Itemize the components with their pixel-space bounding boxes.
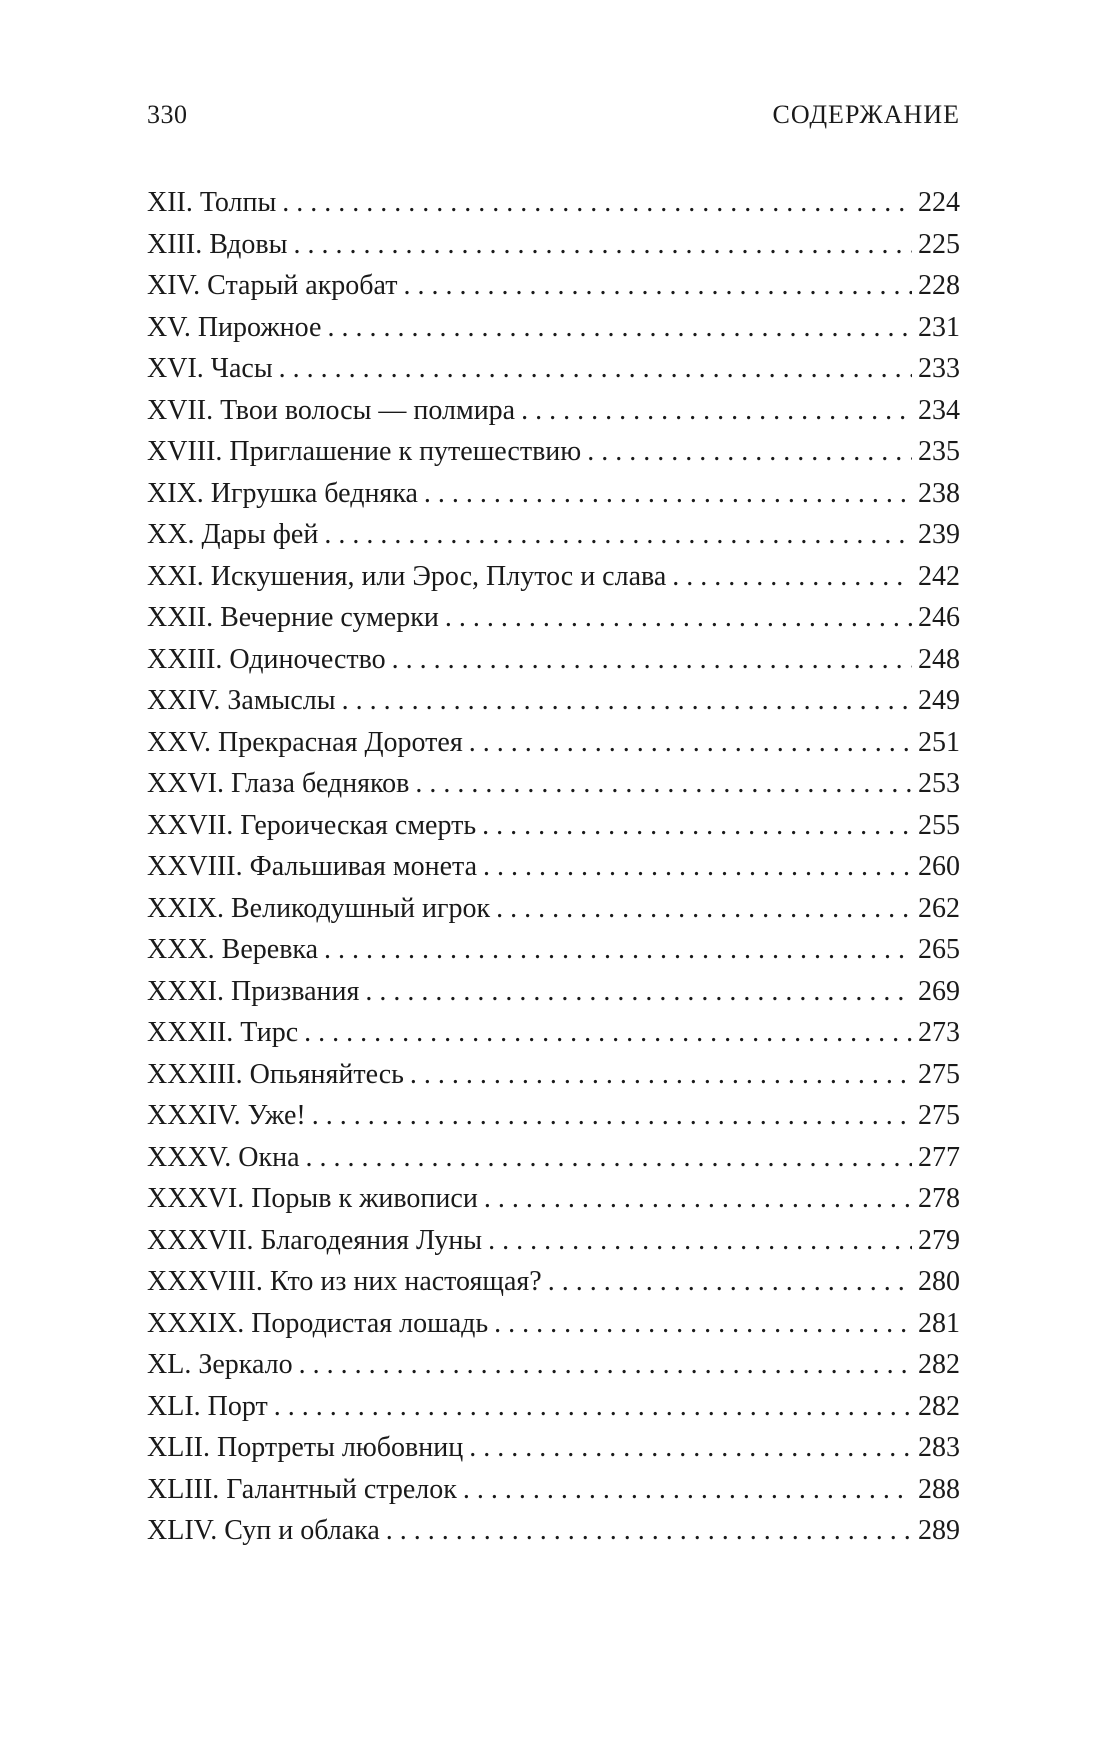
toc-entry-title: XXI. Искушения, или Эрос, Плутос и слава xyxy=(147,560,667,592)
toc-entry-title: XXXIII. Опьяняйтесь xyxy=(147,1058,404,1090)
toc-entry-title: XLIII. Галантный стрелок xyxy=(147,1473,457,1505)
toc-entry xyxy=(147,722,960,764)
toc-entry-title: XXXVIII. Кто из них настоящая? xyxy=(147,1266,542,1297)
toc-entry xyxy=(147,1137,960,1179)
toc-entry-page: 249 xyxy=(918,685,960,716)
table-of-contents xyxy=(147,182,960,1552)
toc-entry-title: XVI. Часы xyxy=(147,353,273,384)
toc-entry xyxy=(147,390,960,432)
toc-entry xyxy=(147,763,960,805)
toc-entry-title: XXX. Веревка xyxy=(147,934,319,965)
toc-entry-page: 224 xyxy=(918,187,960,218)
toc-entry-title: XIV. Старый акробат xyxy=(147,270,398,301)
dot-leader xyxy=(469,722,912,764)
toc-entry-page: 265 xyxy=(918,934,960,965)
toc-entry xyxy=(147,1344,960,1386)
toc-entry xyxy=(147,307,960,349)
dot-leader xyxy=(445,597,912,639)
dot-leader xyxy=(274,1386,912,1428)
toc-entry xyxy=(147,1178,960,1220)
toc-entry-page: 255 xyxy=(918,809,960,841)
toc-entry xyxy=(147,597,960,639)
dot-leader xyxy=(672,556,912,598)
dot-leader xyxy=(496,888,912,930)
dot-leader xyxy=(342,680,912,722)
toc-entry-title: XXXVI. Порыв к живописи xyxy=(147,1183,478,1214)
toc-entry xyxy=(147,182,960,224)
toc-entry-page: 262 xyxy=(918,892,960,924)
toc-entry-page: 289 xyxy=(918,1515,960,1546)
toc-entry-page: 228 xyxy=(918,270,960,301)
toc-entry-page: 275 xyxy=(918,1058,960,1090)
toc-entry xyxy=(147,514,960,556)
dot-leader xyxy=(484,1178,912,1220)
dot-leader xyxy=(494,1303,912,1345)
toc-entry-page: 260 xyxy=(918,851,960,882)
toc-entry xyxy=(147,431,960,473)
page-number: 330 xyxy=(147,100,188,129)
dot-leader xyxy=(587,431,912,473)
toc-entry-page: 234 xyxy=(918,394,960,426)
toc-entry-page: 231 xyxy=(918,311,960,343)
dot-leader xyxy=(483,846,912,888)
toc-entry-page: 288 xyxy=(918,1473,960,1505)
toc-entry-page: 246 xyxy=(918,602,960,633)
toc-entry xyxy=(147,1220,960,1262)
dot-leader xyxy=(279,348,912,390)
toc-entry xyxy=(147,888,960,930)
toc-entry-title: XXXI. Призвания xyxy=(147,975,360,1007)
toc-entry-title: XL. Зеркало xyxy=(147,1349,293,1380)
toc-entry xyxy=(147,1386,960,1428)
toc-entry-page: 277 xyxy=(918,1141,960,1173)
toc-entry-page: 278 xyxy=(918,1183,960,1214)
toc-entry xyxy=(147,639,960,681)
toc-entry xyxy=(147,1054,960,1096)
toc-entry-page: 269 xyxy=(918,975,960,1007)
toc-entry-page: 275 xyxy=(918,1100,960,1131)
dot-leader xyxy=(365,971,912,1013)
dot-leader xyxy=(312,1095,912,1137)
toc-entry-page: 282 xyxy=(918,1349,960,1380)
dot-leader xyxy=(521,390,912,432)
toc-entry-title: XLI. Порт xyxy=(147,1390,268,1422)
toc-entry-title: XVIII. Приглашение к путешествию xyxy=(147,436,582,467)
toc-entry-title: XII. Толпы xyxy=(147,187,277,218)
toc-entry-page: 283 xyxy=(918,1432,960,1463)
toc-entry xyxy=(147,1427,960,1469)
toc-entry-page: 282 xyxy=(918,1390,960,1422)
toc-entry-title: XXXII. Тирс xyxy=(147,1017,299,1048)
toc-entry-title: XXVII. Героическая смерть xyxy=(147,809,477,841)
toc-entry xyxy=(147,846,960,888)
toc-entry xyxy=(147,1303,960,1345)
dot-leader xyxy=(410,1054,912,1096)
toc-entry xyxy=(147,473,960,515)
toc-entry-page: 279 xyxy=(918,1224,960,1256)
toc-entry-title: XXVIII. Фальшивая монета xyxy=(147,851,478,882)
dot-leader xyxy=(293,224,912,266)
toc-entry-title: XXXV. Окна xyxy=(147,1141,300,1173)
toc-entry-page: 225 xyxy=(918,228,960,260)
toc-entry-page: 251 xyxy=(918,726,960,758)
toc-entry xyxy=(147,556,960,598)
dot-leader xyxy=(463,1469,912,1511)
dot-leader xyxy=(548,1261,912,1303)
toc-entry-page: 248 xyxy=(918,643,960,675)
toc-entry-title: XIII. Вдовы xyxy=(147,228,288,260)
toc-entry xyxy=(147,1095,960,1137)
toc-entry xyxy=(147,805,960,847)
dot-leader xyxy=(306,1137,912,1179)
toc-entry xyxy=(147,1012,960,1054)
toc-entry-page: 238 xyxy=(918,477,960,509)
toc-entry-title: XXXVII. Благодеяния Луны xyxy=(147,1224,483,1256)
toc-entry xyxy=(147,1510,960,1552)
dot-leader xyxy=(324,929,912,971)
toc-entry xyxy=(147,1469,960,1511)
toc-entry-title: XXIX. Великодушный игрок xyxy=(147,892,491,924)
toc-entry-title: XXII. Вечерние сумерки xyxy=(147,602,439,633)
toc-entry-page: 253 xyxy=(918,768,960,799)
toc-entry-title: XV. Пирожное xyxy=(147,311,322,343)
dot-leader xyxy=(482,805,912,847)
toc-entry xyxy=(147,929,960,971)
toc-entry-title: XLIV. Суп и облака xyxy=(147,1515,380,1546)
toc-entry-title: XXXIX. Породистая лошадь xyxy=(147,1307,489,1339)
toc-entry-page: 239 xyxy=(918,519,960,550)
toc-entry-title: XLII. Портреты любовниц xyxy=(147,1432,464,1463)
dot-leader xyxy=(488,1220,912,1262)
dot-leader xyxy=(324,514,912,556)
toc-entry xyxy=(147,265,960,307)
section-title: СОДЕРЖАНИЕ xyxy=(772,100,960,129)
toc-entry xyxy=(147,1261,960,1303)
dot-leader xyxy=(403,265,912,307)
dot-leader xyxy=(392,639,912,681)
toc-entry-title: XXIII. Одиночество xyxy=(147,643,386,675)
toc-entry-page: 242 xyxy=(918,560,960,592)
toc-entry-page: 233 xyxy=(918,353,960,384)
toc-entry-title: XX. Дары фей xyxy=(147,519,319,550)
dot-leader xyxy=(415,763,912,805)
toc-entry-title: XXVI. Глаза бедняков xyxy=(147,768,410,799)
dot-leader xyxy=(327,307,912,349)
toc-entry xyxy=(147,224,960,266)
toc-entry-title: XXIV. Замыслы xyxy=(147,685,336,716)
dot-leader xyxy=(282,182,912,224)
toc-entry-page: 235 xyxy=(918,436,960,467)
toc-entry-title: XVII. Твои волосы — полмира xyxy=(147,394,516,426)
toc-entry-title: XXXIV. Уже! xyxy=(147,1100,306,1131)
toc-entry-page: 281 xyxy=(918,1307,960,1339)
dot-leader xyxy=(424,473,912,515)
toc-entry xyxy=(147,680,960,722)
toc-entry-title: XIX. Игрушка бедняка xyxy=(147,477,418,509)
dot-leader xyxy=(299,1344,912,1386)
toc-entry-page: 273 xyxy=(918,1017,960,1048)
dot-leader xyxy=(304,1012,912,1054)
dot-leader xyxy=(469,1427,912,1469)
toc-entry xyxy=(147,971,960,1013)
toc-entry-title: XXV. Прекрасная Доротея xyxy=(147,726,463,758)
toc-entry xyxy=(147,348,960,390)
running-head xyxy=(147,100,960,140)
dot-leader xyxy=(386,1510,912,1552)
toc-entry-page: 280 xyxy=(918,1266,960,1297)
